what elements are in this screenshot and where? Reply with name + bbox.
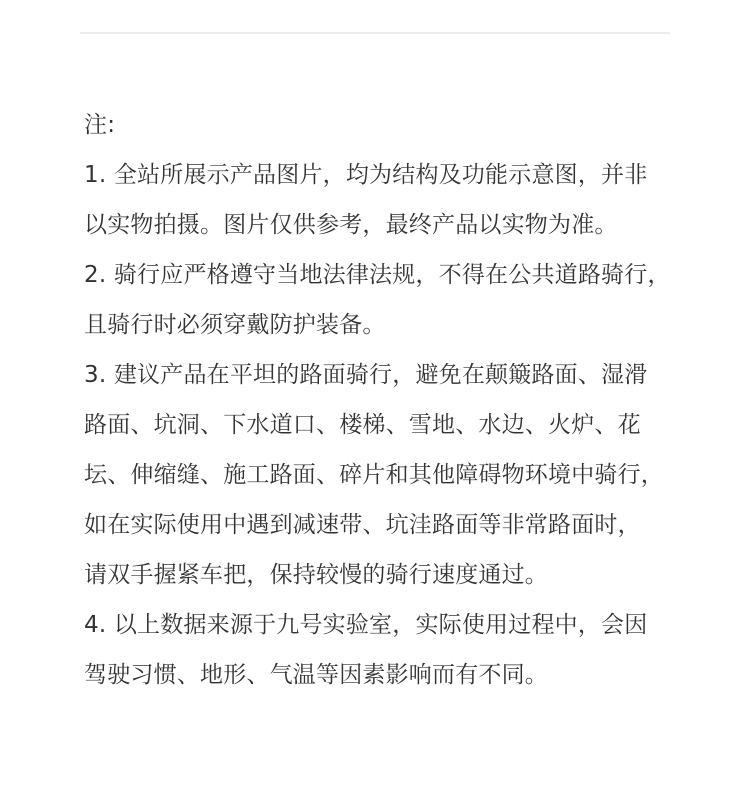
note-line: 4. 以上数据来源于九号实验室，实际使用过程中，会因 bbox=[84, 612, 648, 638]
note-line: 且骑行时必须穿戴防护装备。 bbox=[84, 312, 386, 338]
note-line: 1. 全站所展示产品图片，均为结构及功能示意图，并非 bbox=[84, 162, 648, 188]
note-line: 坛、伸缩缝、施工路面、碎片和其他障碍物环境中骑行， bbox=[84, 462, 664, 488]
note-line: 路面、坑洞、下水道口、楼梯、雪地、水边、火炉、花 bbox=[84, 412, 641, 438]
notes-block bbox=[84, 100, 709, 700]
note-line: 请双手握紧车把，保持较慢的骑行速度通过。 bbox=[84, 562, 548, 588]
note-line: 以实物拍摄。图片仅供参考，最终产品以实物为准。 bbox=[84, 212, 618, 238]
note-line: 2. 骑行应严格遵守当地法律法规，不得在公共道路骑行， bbox=[84, 262, 671, 288]
top-divider bbox=[80, 32, 670, 34]
note-line: 如在实际使用中遇到减速带、坑洼路面等非常路面时， bbox=[84, 512, 641, 538]
note-line: 驾驶习惯、地形、气温等因素影响而有不同。 bbox=[84, 662, 548, 688]
note-line: 3. 建议产品在平坦的路面骑行，避免在颠簸路面、湿滑 bbox=[84, 362, 648, 388]
notes-heading: 注: bbox=[84, 112, 116, 138]
